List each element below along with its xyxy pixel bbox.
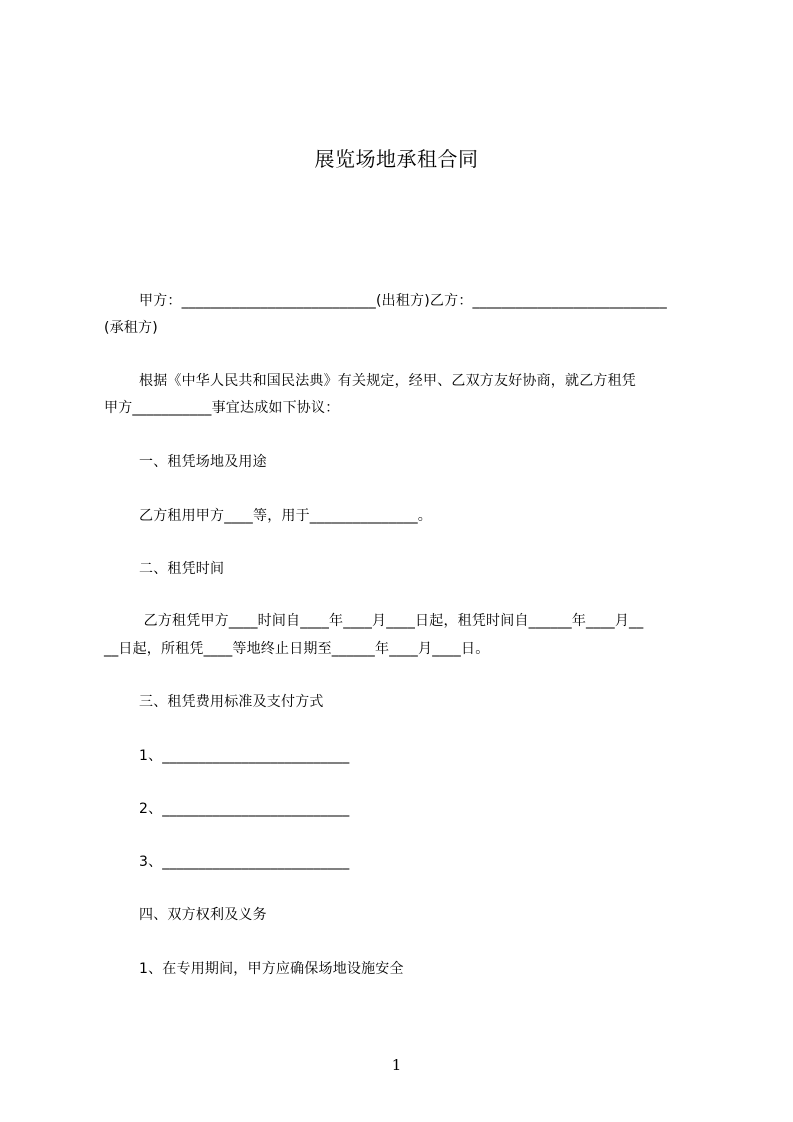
preamble-line-2: 甲方___________事宜达成如下协议： [104,400,340,416]
preamble-line-1: 根据《中华人民共和国民法典》有关规定，经甲、乙双方友好协商，就乙方租凭 [139,373,636,389]
document-title: 展览场地承租合同 [314,147,479,171]
parties-line-1: 甲方：___________________________(出租方)乙方：___________________________ [139,293,667,309]
section-1-heading: 一、租凭场地及用途 [139,454,267,470]
section-4-item-1: 1、在专用期间，甲方应确保场地设施安全 [139,961,404,977]
section-2-line-1: 乙方租凭甲方____时间自____年____月____日起，租凭时间自______年____月__ [139,613,644,629]
section-1-body: 乙方租用甲方____等，用于_______________。 [139,508,432,524]
section-4-heading: 四、双方权利及义务 [139,907,267,923]
section-3-item: 3、__________________________ [139,854,350,870]
section-3-heading: 三、租凭费用标准及支付方式 [139,694,324,710]
page-number: 1 [391,1056,402,1074]
parties-line-2: (承租方) [104,320,158,336]
section-3-item: 1、__________________________ [139,748,350,764]
section-2-line-2: __日起，所租凭____等地终止日期至______年____月____日。 [104,641,490,657]
section-2-heading: 二、租凭时间 [139,561,225,577]
section-3-item: 2、__________________________ [139,801,350,817]
